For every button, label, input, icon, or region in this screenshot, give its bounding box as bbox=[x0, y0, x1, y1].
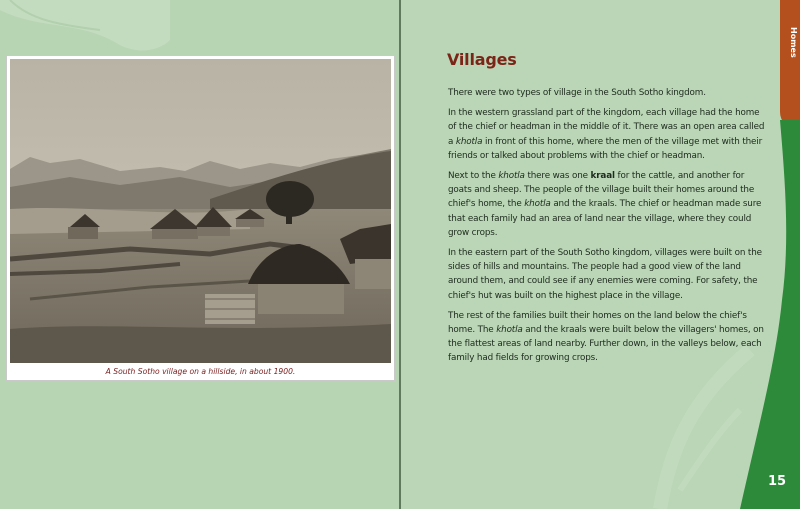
paragraph-3 bbox=[448, 169, 768, 240]
term-kraal: kraal bbox=[590, 171, 615, 182]
photo-caption: A South Sotho village on a hillside, in about 1900. bbox=[105, 367, 296, 376]
term-khotla: khotla bbox=[496, 325, 523, 336]
paragraph-3-text-a: Next to the bbox=[448, 171, 499, 182]
paragraph-2 bbox=[448, 106, 768, 163]
paragraph-2-text-b: in front of this home, where the men of the village met with their friends or talked about problems with the chief or headman. bbox=[448, 136, 763, 161]
paragraph-2-text-a: In the western grassland part of the kingdom, each village had the home of the chief or headman in the middle of it. There was an open area called a bbox=[448, 108, 765, 147]
decorative-leaf-watermark bbox=[0, 0, 170, 60]
page-number: 15 bbox=[767, 474, 787, 489]
village-photo-image bbox=[10, 59, 391, 363]
paragraph-3-text-c: for the cattle, and another for goats and sheep. The people of the village built their homes around the chief's home, the bbox=[448, 171, 755, 210]
paragraph-1-text: There were two types of village in the South Sotho kingdom. bbox=[448, 88, 706, 98]
paragraph-5-text-a: The rest of the families built their homes on the land below the chief's home. The bbox=[448, 310, 747, 336]
paragraph-5 bbox=[448, 309, 768, 366]
paragraph-4 bbox=[448, 246, 768, 303]
section-tab bbox=[780, 0, 800, 130]
paragraph-1 bbox=[448, 86, 768, 100]
term-khotla: khotla bbox=[498, 171, 525, 182]
paragraph-3-text-b: there was one bbox=[524, 171, 591, 182]
page-corner-decoration bbox=[740, 120, 800, 509]
term-khotla: khotla bbox=[455, 136, 483, 147]
section-tab-label: Homes bbox=[789, 26, 798, 58]
paragraph-3-text-d: and the kraals. The chief or headman made sure that each family had an area of land near the village, where they could grow crops. bbox=[448, 199, 762, 238]
village-photo bbox=[10, 59, 391, 363]
article-title: Villages bbox=[447, 50, 517, 69]
article-body bbox=[448, 86, 768, 372]
paragraph-5-text-b: and the kraals were built below the villagers' homes, on the flattest areas of land nearby. Further down, in the valleys below, each family had fields for growing crops. bbox=[448, 325, 764, 364]
photo-frame bbox=[6, 55, 395, 381]
term-khotla: khotla bbox=[524, 199, 551, 210]
paragraph-4-text: In the eastern part of the South Sotho kingdom, villages were built on the sides of hills and mountains. The people had a good view of the land around them, and could see if any enemies were coming. For safety, the chief's hut was built on the highest place in the village. bbox=[448, 248, 762, 301]
